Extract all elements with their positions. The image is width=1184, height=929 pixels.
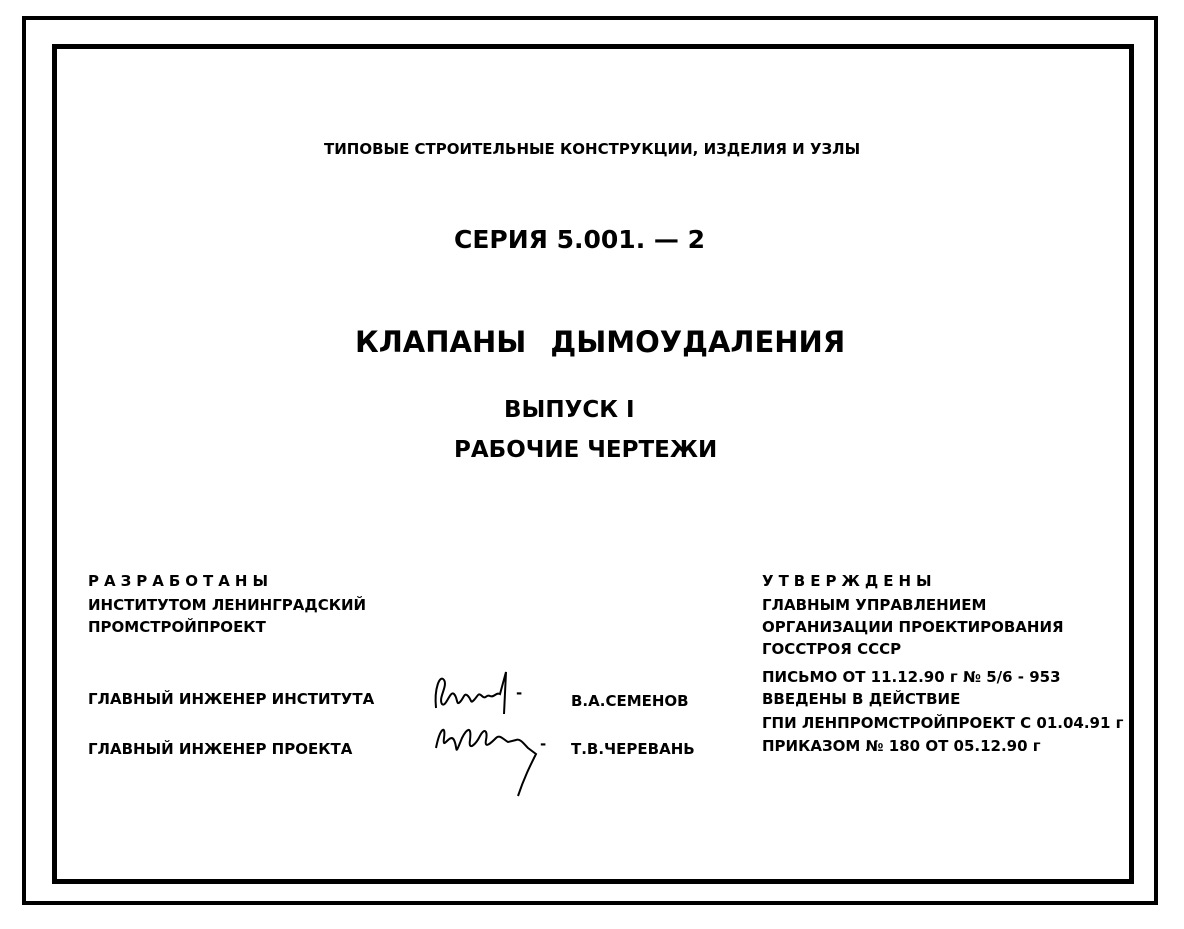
issue-label: ВЫПУСК I xyxy=(504,397,635,423)
approved-line: ГПИ ЛЕНПРОМСТРОЙПРОЕКТ С 01.04.91 г xyxy=(762,714,1124,732)
signatory-role: ГЛАВНЫЙ ИНЖЕНЕР ПРОЕКТА xyxy=(88,740,353,758)
approved-line: ПИСЬМО ОТ 11.12.90 г № 5/6 - 953 xyxy=(762,668,1061,686)
signature-image xyxy=(432,718,552,800)
approved-line: ВВЕДЕНЫ В ДЕЙСТВИЕ xyxy=(762,690,961,708)
document-title: КЛАПАНЫ ДЫМОУДАЛЕНИЯ xyxy=(355,325,846,359)
signatory-dash: - xyxy=(516,684,523,702)
series-line: ТИПОВЫЕ СТРОИТЕЛЬНЫЕ КОНСТРУКЦИИ, ИЗДЕЛИЯ И УЗЛЫ xyxy=(324,140,861,158)
signatory-dash: - xyxy=(540,735,547,753)
developed-line: ПРОМСТРОЙПРОЕКТ xyxy=(88,618,266,636)
signatory-role: ГЛАВНЫЙ ИНЖЕНЕР ИНСТИТУТА xyxy=(88,690,375,708)
approved-line: ПРИКАЗОМ № 180 ОТ 05.12.90 г xyxy=(762,737,1041,755)
approved-line: ГОССТРОЯ СССР xyxy=(762,640,902,658)
approved-line: ГЛАВНЫМ УПРАВЛЕНИЕМ xyxy=(762,596,987,614)
signatory-name: В.А.СЕМЕНОВ xyxy=(571,692,689,710)
approved-line: ОРГАНИЗАЦИИ ПРОЕКТИРОВАНИЯ xyxy=(762,618,1064,636)
developed-heading: РАЗРАБОТАНЫ xyxy=(88,572,273,590)
series-number: СЕРИЯ 5.001. — 2 xyxy=(454,225,706,254)
document-subtitle: РАБОЧИЕ ЧЕРТЕЖИ xyxy=(454,437,718,463)
developed-line: ИНСТИТУТОМ ЛЕНИНГРАДСКИЙ xyxy=(88,596,367,614)
signature-image xyxy=(430,668,523,723)
inner-frame xyxy=(52,44,1134,884)
signatory-name: Т.В.ЧЕРЕВАНЬ xyxy=(571,740,695,758)
approved-heading: УТВЕРЖДЕНЫ xyxy=(762,572,937,590)
